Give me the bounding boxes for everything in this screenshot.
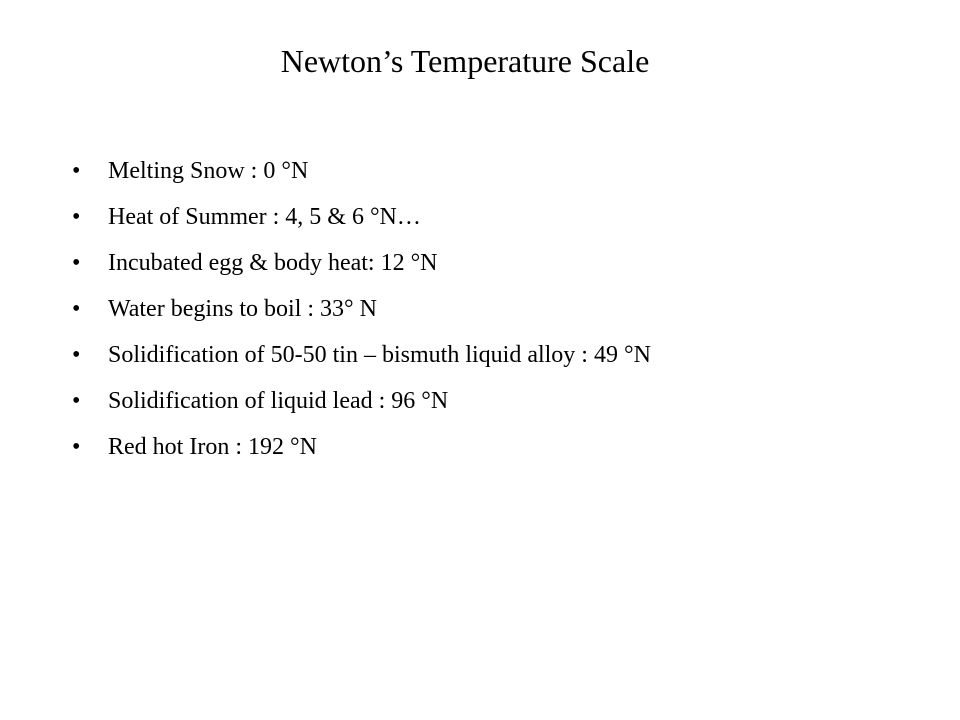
bullet-dot-icon: • xyxy=(72,250,81,276)
bullet-dot-icon: • xyxy=(72,388,81,414)
bullet-item xyxy=(72,428,932,466)
bullet-item xyxy=(72,336,932,374)
bullet-text: Solidification of liquid lead : 96 °N xyxy=(108,388,449,414)
slide-title: Newton’s Temperature Scale xyxy=(280,43,650,79)
bullet-item xyxy=(72,244,932,282)
bullet-item xyxy=(72,382,932,420)
bullet-text: Incubated egg & body heat: 12 °N xyxy=(108,250,438,276)
bullet-list xyxy=(72,152,932,474)
bullet-text: Water begins to boil : 33° N xyxy=(108,296,377,322)
bullet-item xyxy=(72,198,932,236)
bullet-text: Red hot Iron : 192 °N xyxy=(108,434,317,460)
bullet-item xyxy=(72,290,932,328)
bullet-text: Melting Snow : 0 °N xyxy=(108,158,309,184)
bullet-dot-icon: • xyxy=(72,296,81,322)
bullet-dot-icon: • xyxy=(72,204,81,230)
bullet-text: Solidification of 50-50 tin – bismuth liquid alloy : 49 °N xyxy=(108,342,651,368)
bullet-dot-icon: • xyxy=(72,342,81,368)
bullet-item xyxy=(72,152,932,190)
bullet-dot-icon: • xyxy=(72,434,81,460)
bullet-dot-icon: • xyxy=(72,158,81,184)
bullet-text: Heat of Summer : 4, 5 & 6 °N… xyxy=(108,204,421,230)
